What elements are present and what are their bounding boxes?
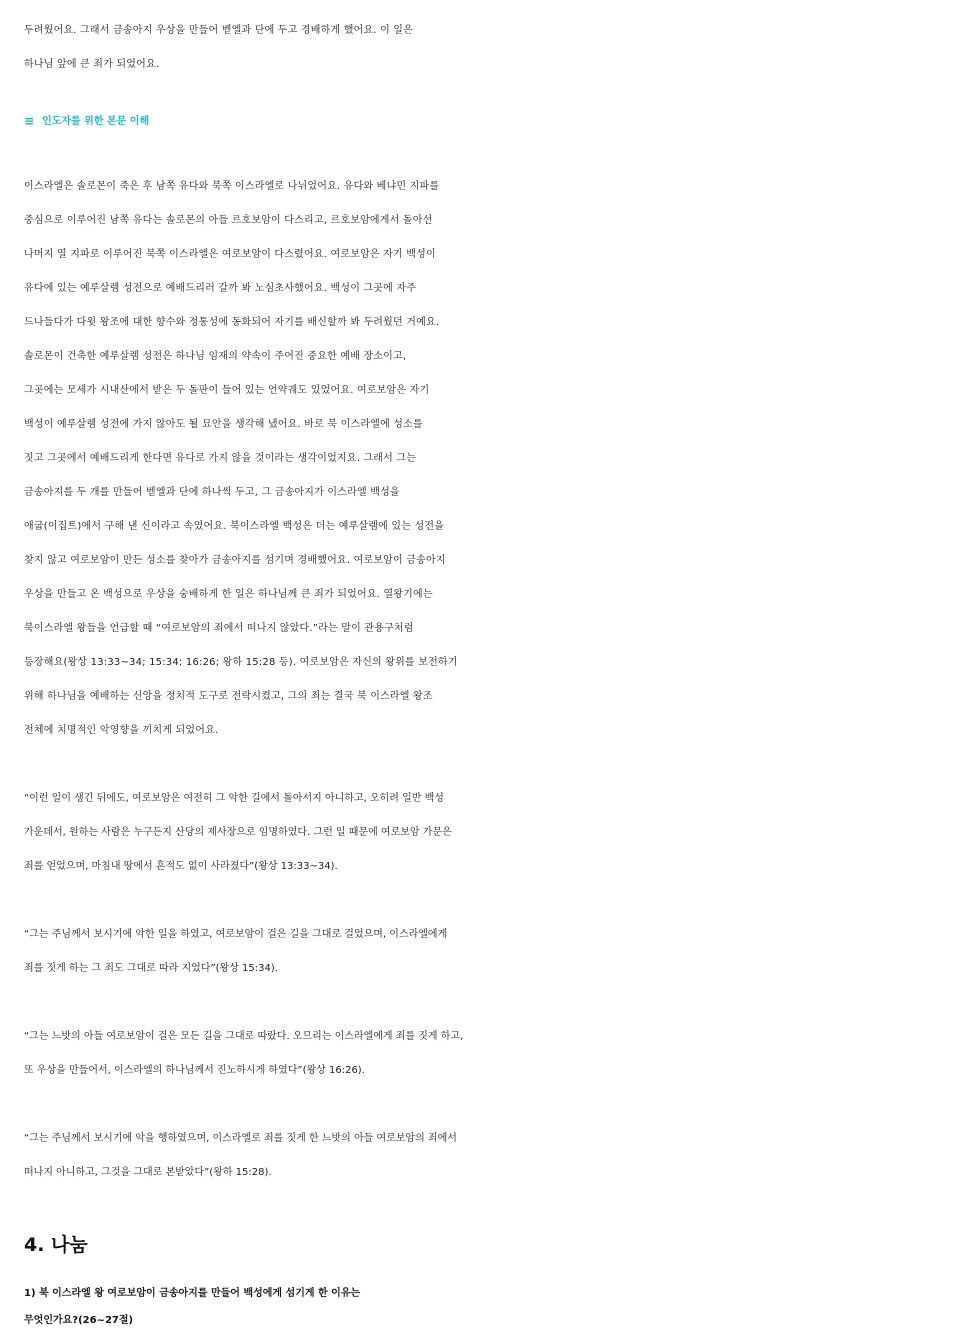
body-line: 우상을 만들고 온 백성으로 우상을 숭배하게 한 일은 하나님께 큰 죄가 되었어요. 열왕기에는 <box>24 589 433 600</box>
body-line: 솔로몬이 건축한 예루살렘 성전은 하나님 임재의 약속이 주어진 중요한 예배 장소이고, <box>24 351 407 362</box>
scripture-quote <box>24 1020 958 1088</box>
body-paragraph <box>24 170 958 748</box>
quote-line: “그는 주님께서 보시기에 악을 행하였으며, 이스라엘로 죄를 짓게 한 느밧의 아들 여로보암의 죄에서 <box>24 1133 457 1144</box>
scripture-quote <box>24 918 958 986</box>
question-line: 1) 북 이스라엘 왕 여로보암이 금송아지를 만들어 백성에게 섬기게 한 이유는 <box>24 1288 361 1299</box>
quote-line: 죄를 얻었으며, 마침내 땅에서 흔적도 없이 사라졌다”(왕상 13:33~34). <box>24 861 338 872</box>
quote-line: 떠나지 아니하고, 그것을 그대로 본받았다”(왕하 15:28). <box>24 1167 272 1178</box>
leader-section-title: 인도자를 위한 본문 이해 <box>42 116 150 127</box>
quote-line: 또 우상을 만들어서, 이스라엘의 하나님께서 진노하시게 하였다”(왕상 16:26). <box>24 1065 365 1076</box>
intro-line: 두려웠어요. 그래서 금송아지 우상을 만들어 벧엘과 단에 두고 경배하게 했어요. 이 일은 <box>24 25 414 36</box>
quote-line: 죄를 짓게 하는 그 죄도 그대로 따라 지었다”(왕상 15:34). <box>24 963 278 974</box>
body-line: 백성이 예루살렘 성전에 가지 않아도 될 묘안을 생각해 냈어요. 바로 북 이스라엘에 성소를 <box>24 419 423 430</box>
quote-line: “이런 일이 생긴 뒤에도, 여로보암은 여전히 그 악한 길에서 돌아서지 아니하고, 오히려 일반 백성 <box>24 793 444 804</box>
body-line: 나머지 열 지파로 이루어진 북쪽 이스라엘은 여로보암이 다스렸어요. 여로보암은 자기 백성이 <box>24 249 436 260</box>
intro-paragraph <box>24 14 958 82</box>
body-line: 찾지 않고 여로보암이 만든 성소를 찾아가 금송아지를 섬기며 경배했어요. 여로보암이 금송아지 <box>24 555 446 566</box>
body-line: 등장해요(왕상 13:33~34; 15:34; 16:26; 왕하 15:28 등). 여로보암은 자신의 왕위를 보전하기 <box>24 657 458 668</box>
body-line: 그곳에는 모세가 시내산에서 받은 두 돌판이 들어 있는 언약궤도 있었어요. 여로보암은 자기 <box>24 385 430 396</box>
quote-line: “그는 느밧의 아들 여로보암이 걸은 모든 길을 그대로 따랐다. 오므리는 이스라엘에게 죄를 짓게 하고, <box>24 1031 464 1042</box>
body-line: 애굽(이집트)에서 구해 낸 신이라고 속였어요. 북이스라엘 백성은 더는 예루살렘에 있는 성전을 <box>24 521 445 532</box>
intro-line: 하나님 앞에 큰 죄가 되었어요. <box>24 59 160 70</box>
sharing-question <box>24 1280 958 1334</box>
body-line: 위해 하나님을 예배하는 신앙을 정치적 도구로 전락시켰고, 그의 죄는 결국 북 이스라엘 왕조 <box>24 691 433 702</box>
body-line: 북이스라엘 왕들을 언급할 때 “여로보암의 죄에서 떠나지 않았다.”라는 말이 관용구처럼 <box>24 623 414 634</box>
body-line: 유다에 있는 예루살렘 성전으로 예배드리러 갈까 봐 노심초사했어요. 백성이 그곳에 자주 <box>24 283 417 294</box>
list-bullet-icon: ≡ <box>24 114 35 128</box>
body-line: 전체에 치명적인 악영향을 끼치게 되었어요. <box>24 725 219 736</box>
sharing-section-title: 4. 나눔 <box>24 1234 88 1256</box>
leader-section-heading <box>24 104 958 138</box>
body-line: 중심으로 이루어진 남쪽 유다는 솔로몬의 아들 르호보암이 다스리고, 르호보암에게서 돌아선 <box>24 215 433 226</box>
body-line: 이스라엘은 솔로몬이 죽은 후 남쪽 유다와 북쪽 이스라엘로 나뉘었어요. 유다와 베냐민 지파를 <box>24 181 440 192</box>
quote-line: 가운데서, 원하는 사람은 누구든지 산당의 제사장으로 임명하였다. 그런 일 때문에 여로보암 가문은 <box>24 827 452 838</box>
question-line: 무엇인가요?(26~27절) <box>24 1315 134 1326</box>
scripture-quote <box>24 782 958 884</box>
scripture-quote <box>24 1122 958 1190</box>
body-line: 금송아지를 두 개를 만들어 벧엘과 단에 하나씩 두고, 그 금송아지가 이스라엘 백성을 <box>24 487 400 498</box>
quote-line: “그는 주님께서 보시기에 악한 일을 하였고, 여로보암이 걸은 길을 그대로 걸었으며, 이스라엘에게 <box>24 929 448 940</box>
body-line: 짓고 그곳에서 예배드리게 한다면 유다로 가지 않을 것이라는 생각이었지요. 그래서 그는 <box>24 453 417 464</box>
body-line: 드나들다가 다윗 왕조에 대한 향수와 정통성에 동화되어 자기를 배신할까 봐 두려웠던 거예요. <box>24 317 440 328</box>
